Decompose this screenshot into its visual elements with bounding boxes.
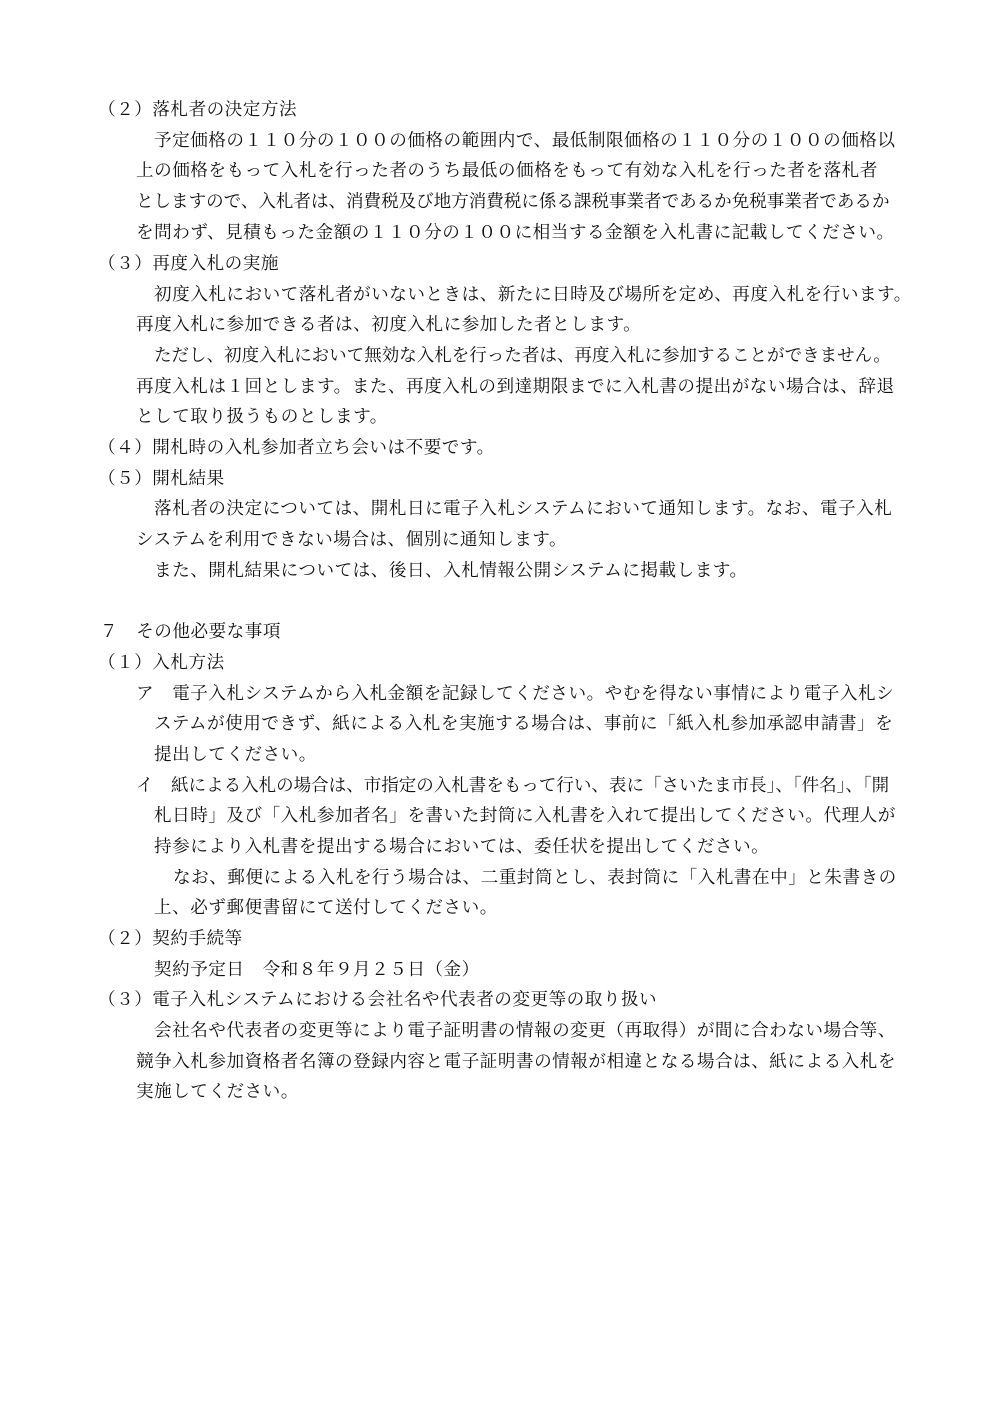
heading-rebid: （３）再度入札の実施 [98, 254, 279, 274]
paragraph-line: システムを利用できない場合は、個別に通知します。 [136, 530, 568, 550]
paragraph-line: 落札者の決定については、開札日に電子入札システムにおいて通知します。なお、電子入札 [154, 499, 893, 519]
contract-date: 契約予定日 令和８年９月２５日（金） [154, 960, 480, 980]
item-a-line: ア 電子入札システムから入札金額を記録してください。やむを得ない事情により電子入札シ [136, 684, 895, 704]
item-i-line: なお、郵便による入札を行う場合は、二重封筒とし、表封筒に「入札書在中」と朱書きの [173, 868, 897, 888]
paragraph-line: 再度入札に参加できる者は、初度入札に参加した者とします。 [136, 315, 642, 335]
heading-opening-result: （５）開札結果 [98, 469, 225, 489]
item-i-line: 持参により入札書を提出する場合においては、委任状を提出してください。 [154, 837, 770, 857]
item-i-line: 上、必ず郵便書留にて送付してください。 [154, 898, 498, 918]
heading-company-change: （３）電子入札システムにおける会社名や代表者の変更等の取り扱い [98, 990, 658, 1010]
paragraph-line: ただし、初度入札において無効な入札を行った者は、再度入札に参加することができません。 [154, 346, 891, 366]
item-a-line: ステムが使用できず、紙による入札を実施する場合は、事前に「紙入札参加承認申請書」を [154, 714, 894, 734]
paragraph-line: 実施してください。 [136, 1082, 299, 1102]
paragraph-line: 会社名や代表者の変更等により電子証明書の情報の変更（再取得）が間に合わない場合等、 [154, 1021, 896, 1041]
paragraph-line: 再度入札は１回とします。また、再度入札の到達期限までに入札書の提出がない場合は、辞退 [136, 377, 895, 397]
item-i-line: 札日時」及び「入札参加者名」を書いた封筒に入札書を入れて提出してください。代理人が [154, 806, 896, 826]
paragraph-line: を問わず、見積もった金額の１１０分の１００に相当する金額を入札書に記載してください。 [136, 223, 895, 243]
heading-bid-method: （１）入札方法 [98, 653, 225, 673]
paragraph-line: 上の価格をもって入札を行った者のうち最低の価格をもって有効な入札を行った者を落札者 [136, 161, 878, 181]
paragraph-line: としますので、入札者は、消費税及び地方消費税に係る課税事業者であるか免税事業者であるか [136, 192, 890, 212]
paragraph-line: 競争入札参加資格者名簿の登録内容と電子証明書の情報が相違となる場合は、紙による入札を [136, 1052, 896, 1072]
item-a-line: 提出してください。 [154, 745, 317, 765]
heading-contract-procedure: （２）契約手続等 [98, 929, 243, 949]
paragraph-line: として取り扱うものとします。 [136, 407, 388, 427]
section-title-other-matters: ７ その他必要な事項 [100, 622, 281, 642]
item-i-line: イ 紙による入札の場合は、市指定の入札書をもって行い、表に「さいたま市長」、「件名」、「開 [136, 776, 890, 796]
paragraph-line: 予定価格の１１０分の１００の価格の範囲内で、最低制限価格の１１０分の１００の価格以 [154, 131, 896, 151]
heading-opening-attendance: （４）開札時の入札参加者立ち会いは不要です。 [98, 438, 495, 458]
heading-winner-decision: （２）落札者の決定方法 [98, 100, 298, 120]
paragraph-line: 初度入札において落札者がいないときは、新たに日時及び場所を定め、再度入札を行います。 [154, 285, 912, 305]
paragraph-line: また、開札結果については、後日、入札情報公開システムに掲載します。 [154, 561, 748, 581]
